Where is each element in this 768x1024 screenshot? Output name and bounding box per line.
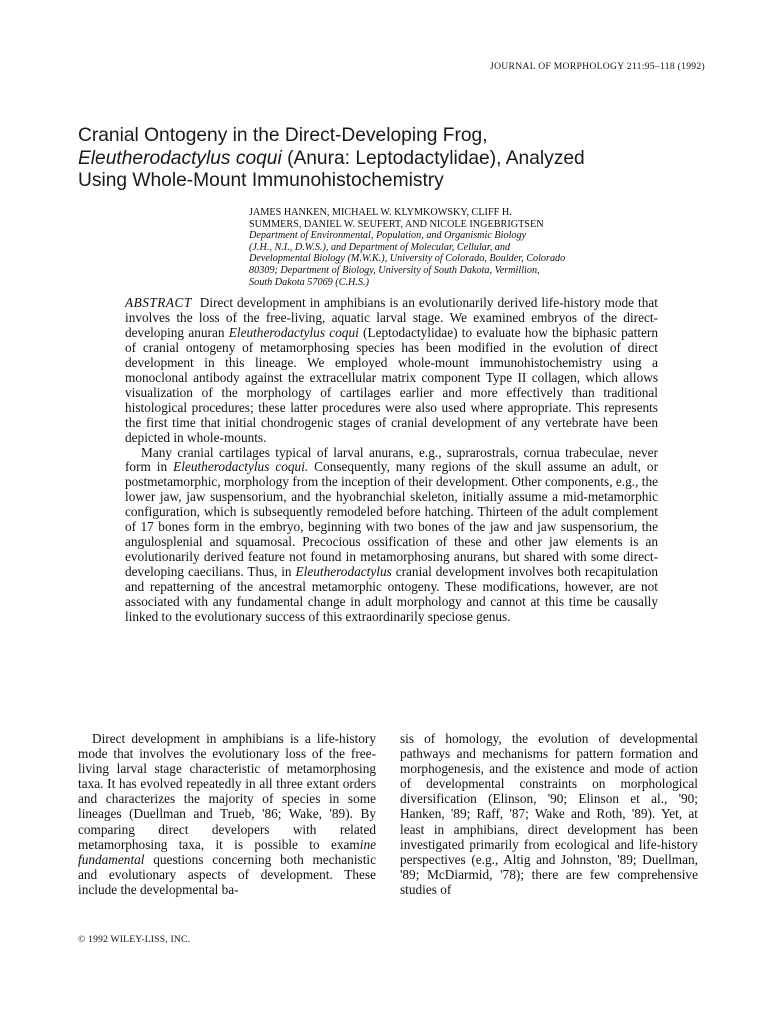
title-line-1: Cranial Ontogeny in the Direct-Developing Frog, [78, 125, 488, 146]
authors-line-1: JAMES HANKEN, MICHAEL W. KLYMKOWSKY, CLIFF H. [249, 207, 512, 218]
title-line-2 [78, 148, 718, 171]
abstract-p1-species: Eleutherodactylus coqui [228, 324, 359, 340]
title-species: Eleutherodactylus coqui [78, 147, 282, 169]
body-column-right [400, 731, 698, 897]
body-left-paragraph [78, 731, 376, 897]
abstract [125, 296, 658, 625]
affiliation-line-2: (J.H., N.I., D.W.S.), and Department of Molecular, Cellular, and [249, 241, 511, 253]
abstract-paragraph-1 [125, 296, 658, 446]
abstract-p2-text-b: Consequently, many regions of the skull assume an adult, or postmetamorphic, morphology from the inception of their development. Other components, e.g., the lower jaw, jaw suspensorium, and the hyobranchial skeleton, initially assume a mid-metamorphic configuration, which is subsequently remodeled before hatching. Thirteen of the adult complement of 17 bones form in the embryo, beginning with two bones of the jaw and jaw suspensorium, the angulosplenial and squamosal. Precocious ossification of these and other jaw elements is an evolutionarily derived feature not found in metamorphosing anurans, but shared with some direct-developing caecilians. Thus, in [125, 459, 658, 580]
abstract-p2-genus: Eleutherodactylus [295, 564, 392, 580]
body-right-paragraph: sis of homology, the evolution of developmental pathways and mechanisms for pattern formation and morphogenesis, and the existence and mode of action of developmental constraints on morphological diversification (Elinson, '90; Elinson et al., '90; Hanken, '89; Raff, '87; Wake and Roth, '89). Yet, at least in amphibians, direct development has been investigated primarily from ecological and life-history perspectives (e.g., Altig and Johnston, '89; Duellman, '89; McDiarmid, '78); there are few comprehensive studies of [400, 731, 698, 897]
abstract-p1-text-a: Direct development in amphibians is an evolutionarily derived life-history mode that involves the loss of the free-living, aquatic larval stage. We examined embryos of the direct-developing anuran [125, 295, 658, 340]
abstract-p1-text-b: (Leptodactylidae) to evaluate how the biphasic pattern of cranial ontogeny of metamorphosing species has been modified in the evolution of direct development in this lineage. We employed whole-mount immunohistochemistry using a monoclonal antibody against the extracellular matrix component Type II collagen, which allows visualization of the morphology of cartilages earlier and more effectively than traditional histological procedures; these latter procedures were also used where appropriate. This represents the first time that initial chondrogenic stages of cranial development of any vertebrate have been depicted in whole-mounts. [125, 324, 658, 445]
body-left-text-b: questions concerning both mechanistic and evolutionary aspects of development. These include the developmental ba- [78, 851, 376, 897]
body-left-text-a: Direct development in amphibians is a life-history mode that involves the evolutionary loss of the free-living larval stage characteristic of metamorphosing taxa. It has evolved repeatedly in all three extant orders and characterizes the majority of species in some lineages (Duellman and Trueb, '86; Wake, '89). By comparing direct developers with related metamorphosing taxa, it is possible to exam [78, 731, 376, 852]
article-title [78, 125, 718, 193]
affiliation-line-4: 80309; Department of Biology, University of South Dakota, Vermillion, [249, 264, 540, 276]
abstract-p2-text-c: cranial development involves both recapitulation and repatterning of the ancestral metamorphic ontogeny. These modifications, however, are not associated with any fundamental change in adult morphology and cannot at this time be causally linked to the evolutionary success of this extraordinarily speciose genus. [125, 564, 659, 625]
abstract-paragraph-2 [125, 446, 658, 625]
affiliation-line-5: South Dakota 57069 (C.H.S.) [249, 276, 369, 288]
affiliation-line-1: Department of Environmental, Population, and Organismic Biology [249, 230, 527, 242]
body-column-left [78, 731, 376, 897]
affiliation-line-3: Developmental Biology (M.W.K.), University of Colorado, Boulder, Colorado [249, 253, 566, 265]
abstract-heading: ABSTRACT [125, 295, 192, 310]
journal-citation: JOURNAL OF MORPHOLOGY 211:95–118 (1992) [490, 61, 705, 72]
abstract-p2-species: Eleutherodactylus coqui. [173, 459, 309, 475]
copyright-notice: © 1992 WILEY-LISS, INC. [78, 934, 191, 945]
abstract-p2-text-a: Many cranial cartilages typical of larval anurans, e.g., suprarostrals, cornua trabeculae, never form in [125, 444, 658, 475]
authors-line-2: SUMMERS, DANIEL W. SEUFERT, AND NICOLE INGEBRIGTSEN [249, 218, 544, 230]
title-line-3: Using Whole-Mount Immunohistochemistry [78, 170, 444, 191]
title-line-2-rest: (Anura: Leptodactylidae), Analyzed [281, 147, 585, 169]
body-left-italic: ine fundamental [78, 836, 376, 867]
author-block [249, 207, 719, 288]
